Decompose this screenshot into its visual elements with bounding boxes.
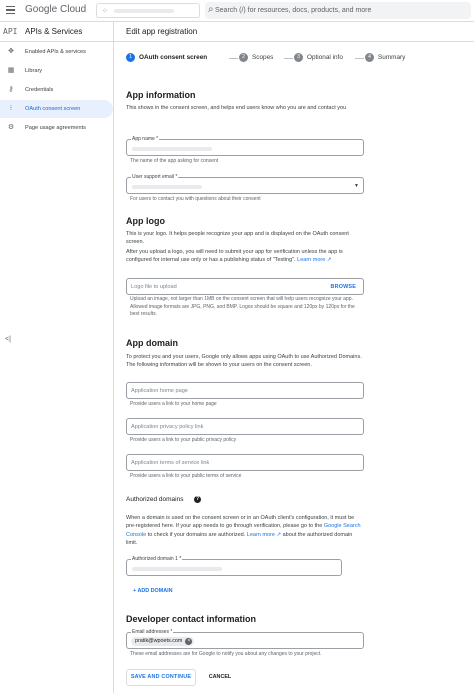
privacy-policy-hint: Provide users a link to your public privacy policy (130, 437, 237, 443)
home-page-hint: Provide users a link to your home page (130, 401, 217, 407)
app-name-value-redacted (132, 147, 212, 151)
authorized-domains-text-a: When a domain is used on the consent screen or in an OAuth client's configuration, it must be pre-registered here. If your app needs to go through verification, please go to the (126, 515, 355, 530)
app-information-heading: App information (126, 90, 196, 100)
search-icon: ⌕ (208, 4, 214, 15)
learn-more-link[interactable]: Learn more (297, 257, 326, 264)
step-number: 2 (239, 53, 248, 62)
page-title: Edit app registration (126, 27, 198, 36)
authorized-domain-value-redacted (132, 567, 222, 571)
terms-of-service-input[interactable] (126, 454, 364, 471)
step-label: Summary (378, 54, 406, 61)
step-label: Optional info (307, 54, 343, 61)
app-logo-heading: App logo (126, 216, 165, 226)
app-name-hint: The name of the app asking for consent (130, 158, 219, 164)
sidebar-item-page-usage[interactable] (0, 119, 113, 137)
authorized-domains-description (126, 514, 364, 548)
dropdown-arrow-icon: ▼ (354, 183, 359, 189)
add-domain-button[interactable]: + ADD DOMAIN (133, 588, 173, 594)
browse-button[interactable]: BROWSE (330, 284, 356, 290)
sidebar-header (0, 22, 113, 42)
remove-chip-icon[interactable]: × (185, 638, 192, 645)
consent-icon: ⁝ (9, 105, 13, 112)
learn-more-link[interactable]: Learn more (246, 531, 275, 538)
authorized-domains-heading: Authorized domains (126, 496, 184, 503)
app-name-label: App name * (132, 136, 159, 142)
search-placeholder: Search (/) for resources, docs, products, and more (215, 7, 372, 14)
search-input[interactable] (205, 2, 471, 19)
privacy-policy-input[interactable] (126, 418, 364, 435)
key-icon: ⚷ (8, 86, 14, 93)
sidebar-item-label: Page usage agreements (25, 125, 86, 131)
app-information-description: This shows in the consent screen, and helps end users know who you are and contact you (126, 105, 347, 111)
api-icon: API (3, 27, 18, 36)
email-addresses-input[interactable] (126, 629, 364, 649)
top-bar (0, 0, 474, 22)
google-cloud-logo[interactable] (25, 4, 86, 15)
app-name-field[interactable] (126, 136, 364, 156)
sidebar-item-label: OAuth consent screen (25, 106, 81, 112)
logo-upload-hint: Upload an image, not larger than 1MB on the consent screen that will help users recognize your app. Allowed image formats are JPG, PNG, and BMP. Logos should be square and 120px by 120px for the best results. (130, 296, 355, 318)
authorized-domain-label: Authorized domain 1 * (132, 556, 182, 562)
settings-list-icon: ⚙ (7, 124, 15, 131)
menu-icon[interactable] (6, 6, 15, 14)
email-addresses-hint: These email addresses are for Google to notify you about any changes to your project. (130, 651, 322, 657)
privacy-policy-placeholder: Application privacy policy link (131, 424, 204, 430)
library-icon: ▦ (7, 67, 15, 74)
cancel-button[interactable]: CANCEL (208, 674, 232, 680)
save-and-continue-button[interactable]: SAVE AND CONTINUE (126, 669, 196, 686)
developer-contact-heading: Developer contact information (126, 614, 257, 624)
authorized-domains-text-b: to check if your domains are authorized. (147, 531, 246, 538)
app-logo-description-2 (126, 248, 364, 265)
step-connector (284, 58, 293, 59)
step-label: OAuth consent screen (139, 54, 208, 61)
external-link-icon: ↗ (276, 531, 282, 538)
collapse-sidebar-icon[interactable]: <| (5, 336, 11, 343)
logo-cloud: Cloud (60, 4, 87, 15)
sidebar-item-enabled-apis[interactable] (0, 43, 113, 61)
step-number: 3 (294, 53, 303, 62)
step-connector (355, 58, 364, 59)
authorized-domain-input[interactable] (126, 556, 342, 576)
sidebar (0, 22, 114, 693)
home-page-placeholder: Application home page (131, 388, 188, 394)
sidebar-item-oauth-consent[interactable] (0, 100, 113, 118)
project-picker[interactable] (96, 3, 200, 18)
sidebar-item-credentials[interactable] (0, 81, 113, 99)
sidebar-item-label: Enabled APIs & services (25, 49, 86, 55)
sidebar-title: APIs & Services (25, 27, 83, 36)
support-email-select[interactable] (126, 174, 364, 194)
home-page-input[interactable] (126, 382, 364, 399)
project-name-redacted (114, 9, 174, 13)
sidebar-item-library[interactable] (0, 62, 113, 80)
logo-upload-placeholder: Logo file to upload (131, 284, 177, 290)
project-icon: ⁘ (102, 8, 108, 15)
page-header (114, 22, 474, 42)
step-label: Scopes (252, 54, 274, 61)
authorized-domains-text-c: about the authorized domain limit. (126, 531, 353, 547)
logo-google: Google (25, 4, 58, 15)
support-email-label: User support email * (132, 174, 178, 180)
sidebar-item-label: Library (25, 68, 43, 74)
step-number: 4 (365, 53, 374, 62)
diamond-icon: ✥ (8, 48, 14, 55)
step-connector (229, 58, 238, 59)
support-email-hint: For users to contact you with questions about their consent (130, 196, 261, 202)
email-chip-label: pratik@wpoets.com (135, 638, 183, 644)
logo-upload-field[interactable] (126, 278, 364, 295)
stepper (126, 52, 466, 64)
step-number: 1 (126, 53, 135, 62)
terms-of-service-hint: Provide users a link to your public terms of service (130, 473, 242, 479)
app-domain-description: To protect you and your users, Google only allows apps using OAuth to use Authorized Domains. The following information will be shown to your users on the consent screen. (126, 354, 362, 369)
search-console-link[interactable]: Google Search Console (126, 523, 361, 538)
support-email-value-redacted (132, 185, 202, 189)
external-link-icon: ↗ (326, 257, 332, 264)
email-chip[interactable] (131, 637, 194, 646)
terms-of-service-placeholder: Application terms of service link (131, 460, 210, 466)
app-logo-description-2-text: After you upload a logo, you will need to submit your app for verification unless the app is configured for internal use only or has a publishing status of "Testing". (126, 249, 343, 264)
app-logo-description-1: This is your logo. It helps people recognize your app and is displayed on the OAuth consent screen. (126, 231, 349, 246)
help-icon[interactable]: ? (195, 496, 200, 502)
email-addresses-label: Email addresses * (132, 629, 173, 635)
sidebar-item-label: Credentials (25, 87, 54, 93)
app-domain-heading: App domain (126, 338, 178, 348)
